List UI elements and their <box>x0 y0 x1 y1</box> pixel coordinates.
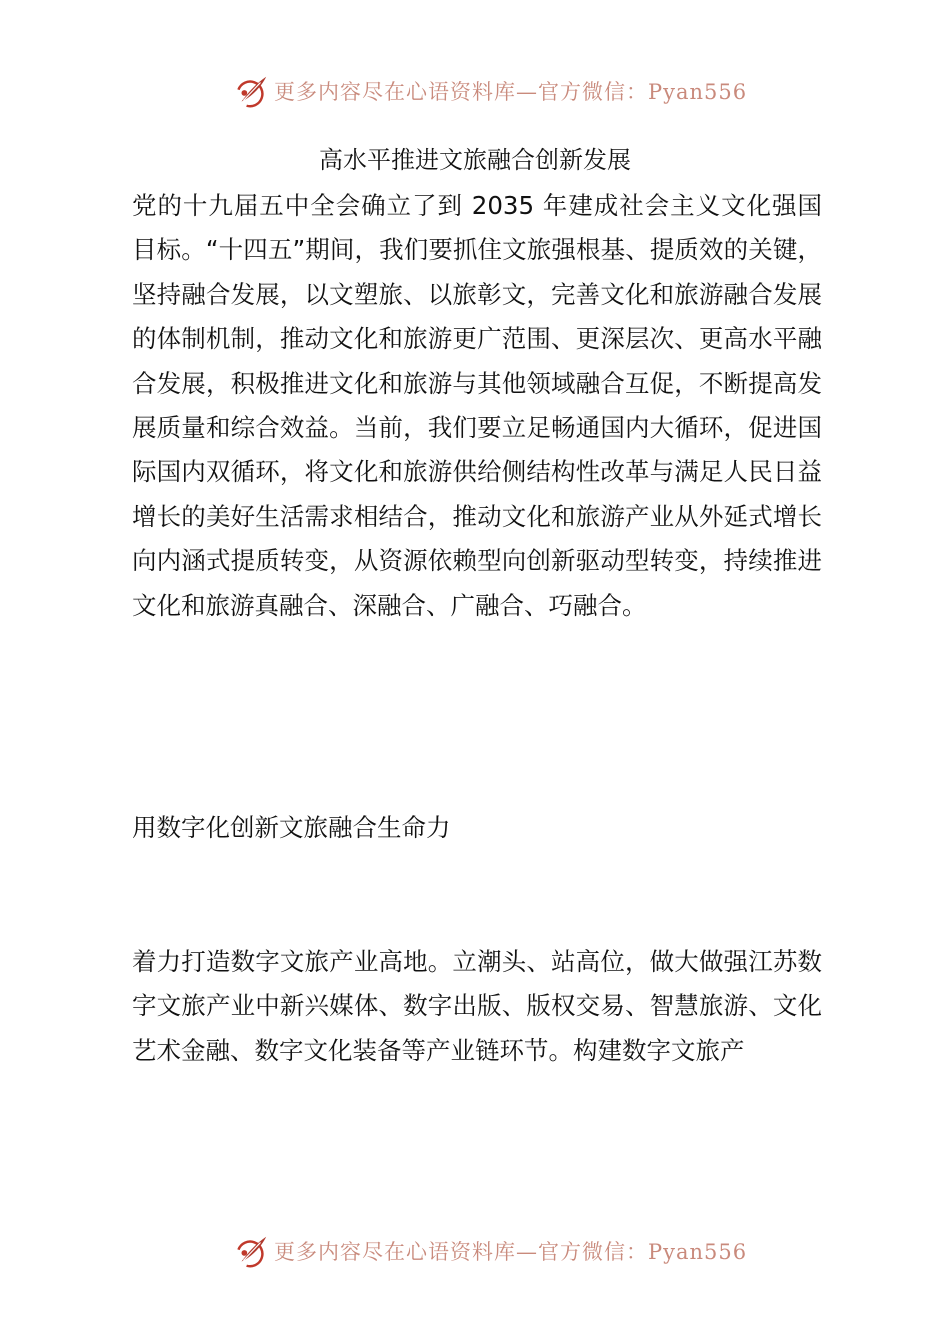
section-heading: 用数字化创新文旅融合生命力 <box>132 813 451 842</box>
body-paragraph: 党的十九届五中全会确立了到 2035 年建成社会主义文化强国目标。“十四五”期间，我们要抓住文旅强根基、提质效的关键，坚持融合发展，以文塑旅、以旅彰文，完善文化和旅游融合发展的体制机制，推动文化和旅游更广范围、更深层次、更高水平融合发展，积极推进文化和旅游与其他领域融合互促，不断提高发展质量和综合效益。当前，我们要立足畅通国内大循环，促进国际国内双循环，将文化和旅游供给侧结构性改革与满足人民日益增长的美好生活需求相结合，推动文化和旅游产业从外延式增长向内涵式提质转变，从资源依赖型向创新驱动型转变，持续推进文化和旅游真融合、深融合、广融合、巧融合。 <box>132 191 822 620</box>
watermark-text: 更多内容尽在心语资料库—官方微信：Pyan556 <box>274 80 748 104</box>
quill-logo-icon <box>232 1233 270 1271</box>
watermark-text: 更多内容尽在心语资料库—官方微信：Pyan556 <box>274 1240 748 1264</box>
footer-watermark <box>232 1232 748 1272</box>
header-watermark <box>232 72 748 112</box>
quill-logo-icon <box>232 73 270 111</box>
body-paragraph: 着力打造数字文旅产业高地。立潮头、站高位，做大做强江苏数字文旅产业中新兴媒体、数字出版、版权交易、智慧旅游、文化艺术金融、数字文化装备等产业链环节。构建数字文旅产 <box>132 947 822 1065</box>
document-title: 高水平推进文旅融合创新发展 <box>319 146 631 174</box>
